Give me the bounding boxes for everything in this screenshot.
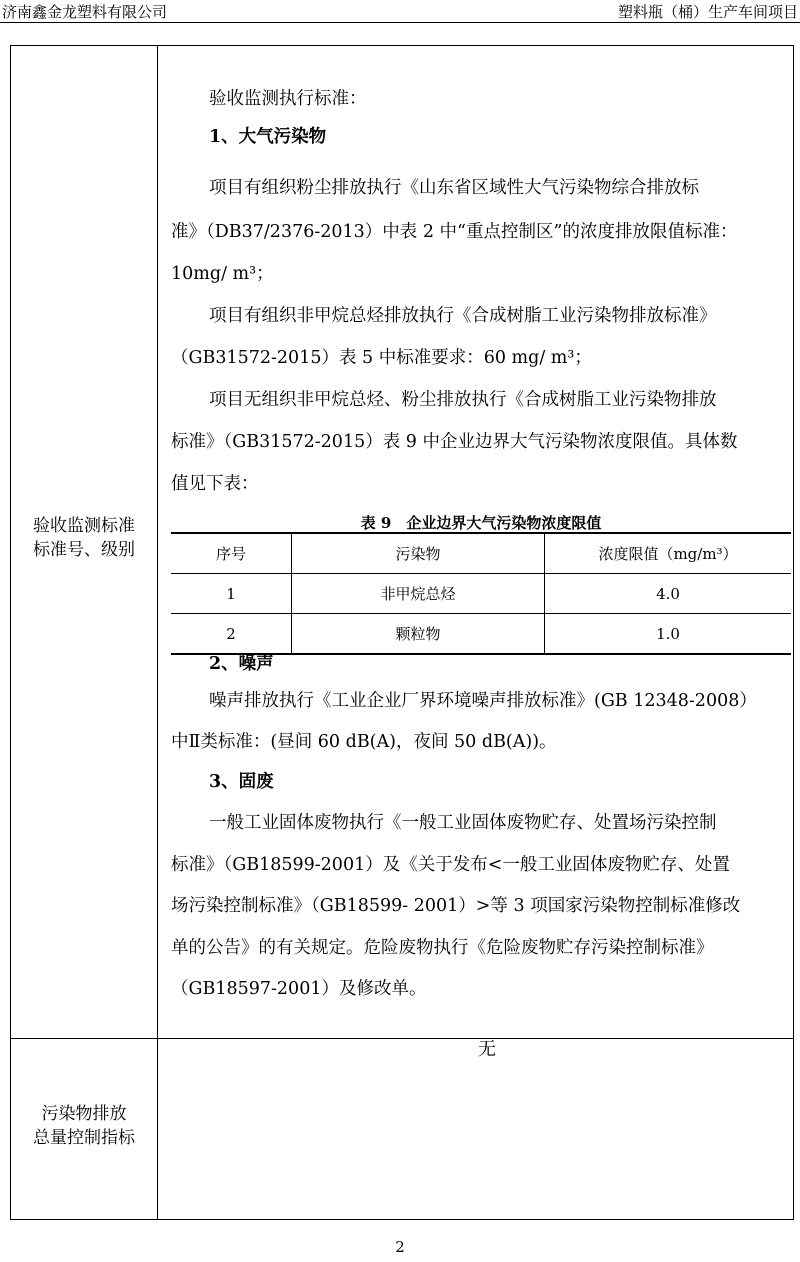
boundary-limits-table [171,532,791,655]
page-header [0,0,800,23]
table-row [171,614,791,655]
standards-table [10,45,794,1220]
cell-index: 2 [171,614,292,655]
standard-label-line2: 标准号、级别 [33,540,135,560]
total-value: 无 [478,1039,496,1060]
cell-limit: 4.0 [545,574,792,614]
total-label-line1: 污染物排放 [41,1104,127,1124]
paragraph-line: 场污染控制标准》（GB18599- 2001）>等 3 项国家污染物控制标准修改 [171,896,741,916]
table-caption: 表 9 企业边界大气污染物浓度限值 [360,514,602,532]
paragraph-line: 中Ⅱ类标准：(昼间 60 dB(A)，夜间 50 dB(A))。 [171,732,557,752]
page-number: 2 [395,1238,405,1256]
project-name: 塑料瓶（桶）生产车间项目 [617,3,798,21]
paragraph-line: （GB31572-2015）表 5 中标准要求：60 mg/ m³； [171,348,592,368]
paragraph-line: （GB18597-2001）及修改单。 [171,979,427,999]
company-name: 济南鑫金龙塑料有限公司 [2,3,168,21]
intro-text: 验收监测执行标准： [209,89,367,109]
standard-row-label [11,514,157,562]
total-row-label [11,1102,157,1150]
paragraph-line: 标准》（GB18599-2001）及《关于发布<一般工业固体废物贮存、处置 [171,855,730,875]
section-noise-title: 2、噪声 [209,654,274,674]
header-index: 序号 [171,533,292,574]
paragraph-line: 10mg/ m³； [171,264,274,284]
paragraph-line: 噪声排放执行《工业企业厂界环境噪声排放标准》(GB 12348-2008） [209,691,757,711]
header-pollutant: 污染物 [292,533,545,574]
standard-label-line1: 验收监测标准 [33,516,135,536]
paragraph-line: 标准》（GB31572-2015）表 9 中企业边界大气污染物浓度限值。具体数 [171,432,738,452]
header-limit: 浓度限值（mg/m³） [545,533,792,574]
row-divider [11,1038,793,1039]
total-label-line2: 总量控制指标 [33,1128,135,1148]
paragraph-line: 项目无组织非甲烷总烃、粉尘排放执行《合成树脂工业污染物排放 [209,390,717,410]
cell-limit: 1.0 [545,614,792,655]
paragraph-line: 一般工业固体废物执行《一般工业固体废物贮存、处置场污染控制 [209,813,717,833]
column-divider [157,46,158,1219]
paragraph-line: 项目有组织粉尘排放执行《山东省区域性大气污染物综合排放标 [209,178,699,198]
section-waste-title: 3、固废 [209,772,274,792]
cell-index: 1 [171,574,292,614]
cell-pollutant: 颗粒物 [292,614,545,655]
section-air-title: 1、大气污染物 [209,127,327,147]
paragraph-line: 准》（DB37/2376-2013）中表 2 中“重点控制区”的浓度排放限值标准： [171,222,738,242]
paragraph-line: 项目有组织非甲烷总烃排放执行《合成树脂工业污染物排放标准》 [209,306,717,326]
table-header-row [171,533,791,574]
cell-pollutant: 非甲烷总烃 [292,574,545,614]
paragraph-line: 值见下表： [171,474,259,494]
paragraph-line: 单的公告》的有关规定。危险废物执行《危险废物贮存污染控制标准》 [171,938,714,958]
table-row [171,574,791,614]
